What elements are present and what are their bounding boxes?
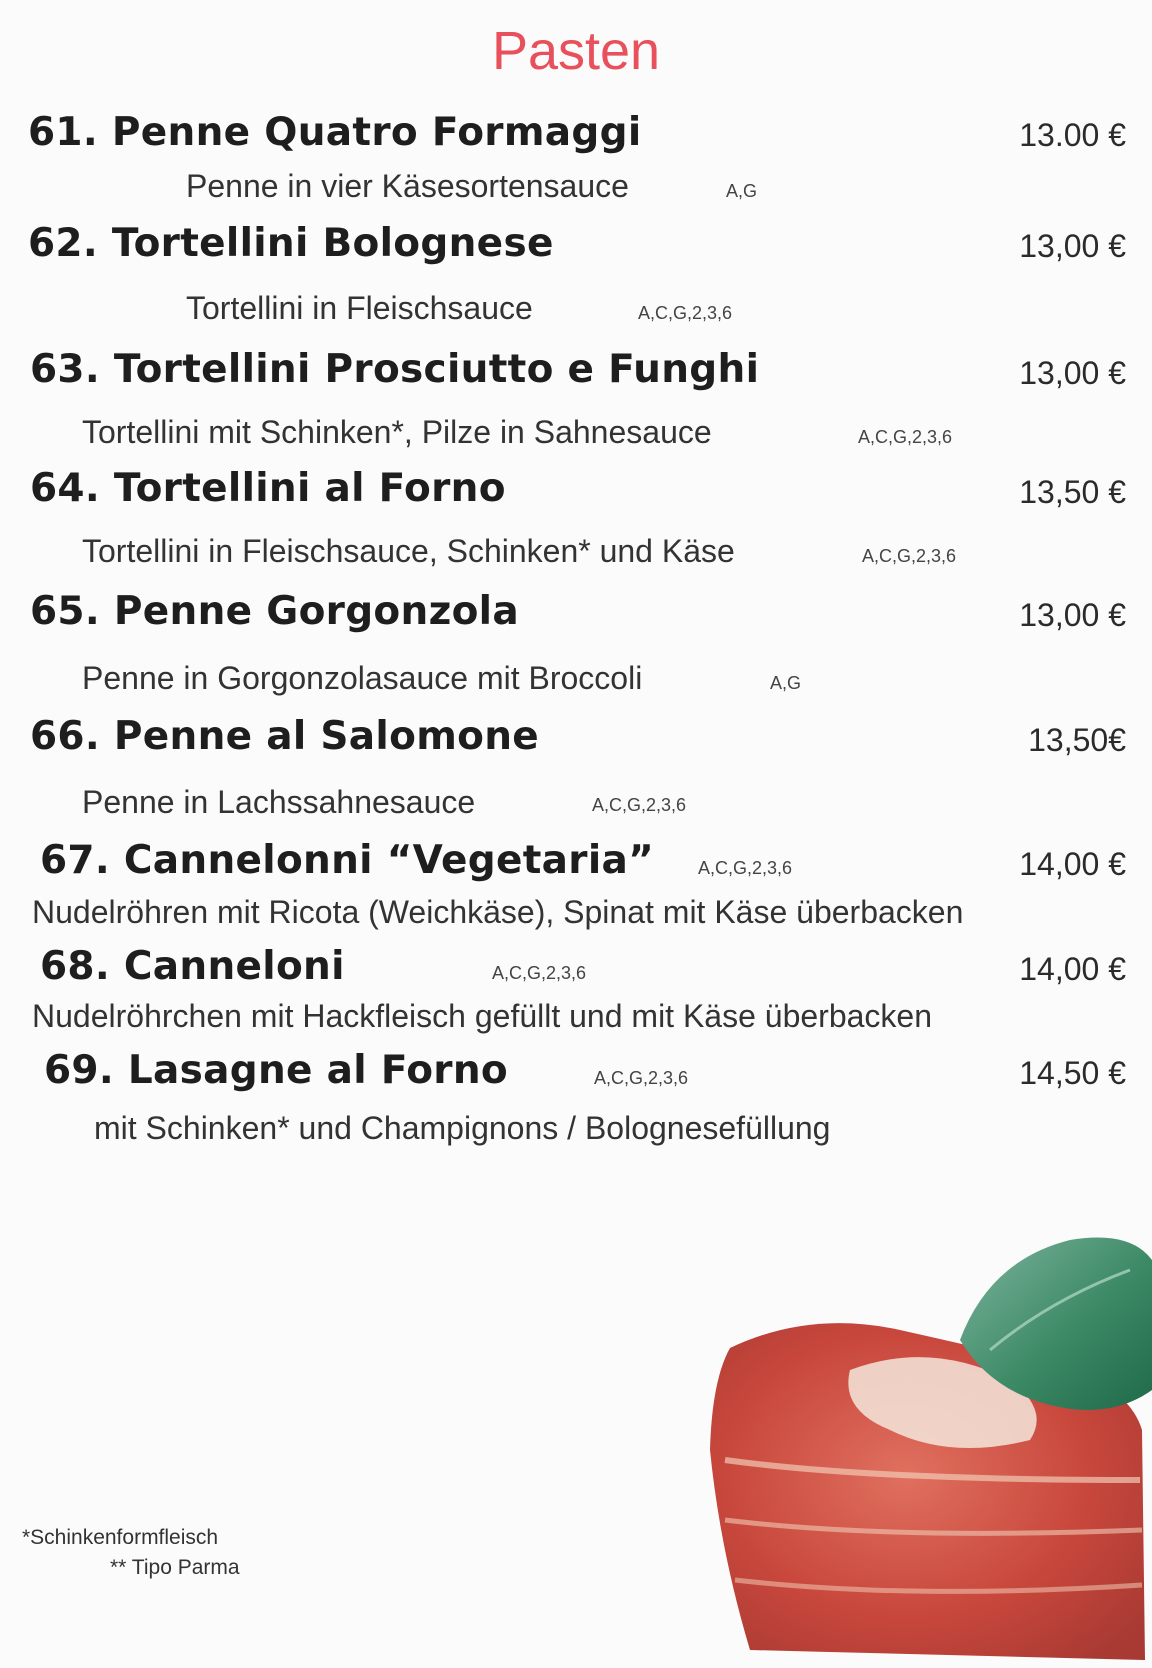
footnote-ham: *Schinkenformfleisch [22,1526,219,1549]
dish-price: 14,00 € [1019,846,1126,882]
dish-name: 66. Penne al Salomone [30,714,540,759]
dish-name: 63. Tortellini Prosciutto e Funghi [30,347,760,392]
dish-name: 69. Lasagne al Forno [44,1048,508,1093]
menu-title: Pasten [491,21,661,81]
footnote-parma: ** Tipo Parma [110,1556,240,1579]
dish-name: 67. Cannelonni “Vegetaria” [40,838,655,883]
lasagna-photo [690,1230,1152,1668]
dish-description: Nudelröhren mit Ricota (Weichkäse), Spinat mit Käse überbacken [32,894,964,930]
dish-name: 62. Tortellini Bolognese [28,221,554,266]
dish-name: 61. Penne Quatro Formaggi [28,110,642,155]
dish-allergens: A,C,G,2,3,6 [492,963,587,983]
dish-price: 13,00 € [1019,597,1126,633]
dish-allergens: A,G [770,673,802,693]
dish-price: 13,50€ [1028,722,1126,758]
dish-allergens: A,C,G,2,3,6 [858,427,953,447]
dish-description: Tortellini mit Schinken*, Pilze in Sahnesauce [82,414,712,450]
dish-name: 65. Penne Gorgonzola [30,589,519,634]
dish-description: Nudelröhrchen mit Hackfleisch gefüllt und mit Käse überbacken [32,998,933,1034]
dish-allergens: A,C,G,2,3,6 [862,546,957,566]
dish-description: Penne in Gorgonzolasauce mit Broccoli [82,660,643,696]
dish-price: 13.00 € [1019,117,1126,153]
dish-allergens: A,C,G,2,3,6 [592,795,687,815]
dish-name: 64. Tortellini al Forno [30,466,506,511]
dish-allergens: A,C,G,2,3,6 [698,858,793,878]
dish-price: 13,50 € [1019,474,1126,510]
dish-price: 14,00 € [1019,951,1126,987]
dish-description: Penne in Lachssahnesauce [82,784,476,820]
dish-description: Penne in vier Käsesortensauce [186,168,629,204]
dish-price: 13,00 € [1019,355,1126,391]
dish-allergens: A,C,G,2,3,6 [594,1068,689,1088]
dish-price: 14,50 € [1019,1055,1126,1091]
dish-allergens: A,C,G,2,3,6 [638,303,733,323]
dish-description: Tortellini in Fleischsauce [186,290,533,326]
dish-description: mit Schinken* und Champignons / Bolognesefüllung [94,1110,831,1146]
dish-price: 13,00 € [1019,228,1126,264]
dish-description: Tortellini in Fleischsauce, Schinken* und Käse [82,533,735,569]
dish-name: 68. Canneloni [40,944,345,989]
dish-allergens: A,G [726,181,758,201]
